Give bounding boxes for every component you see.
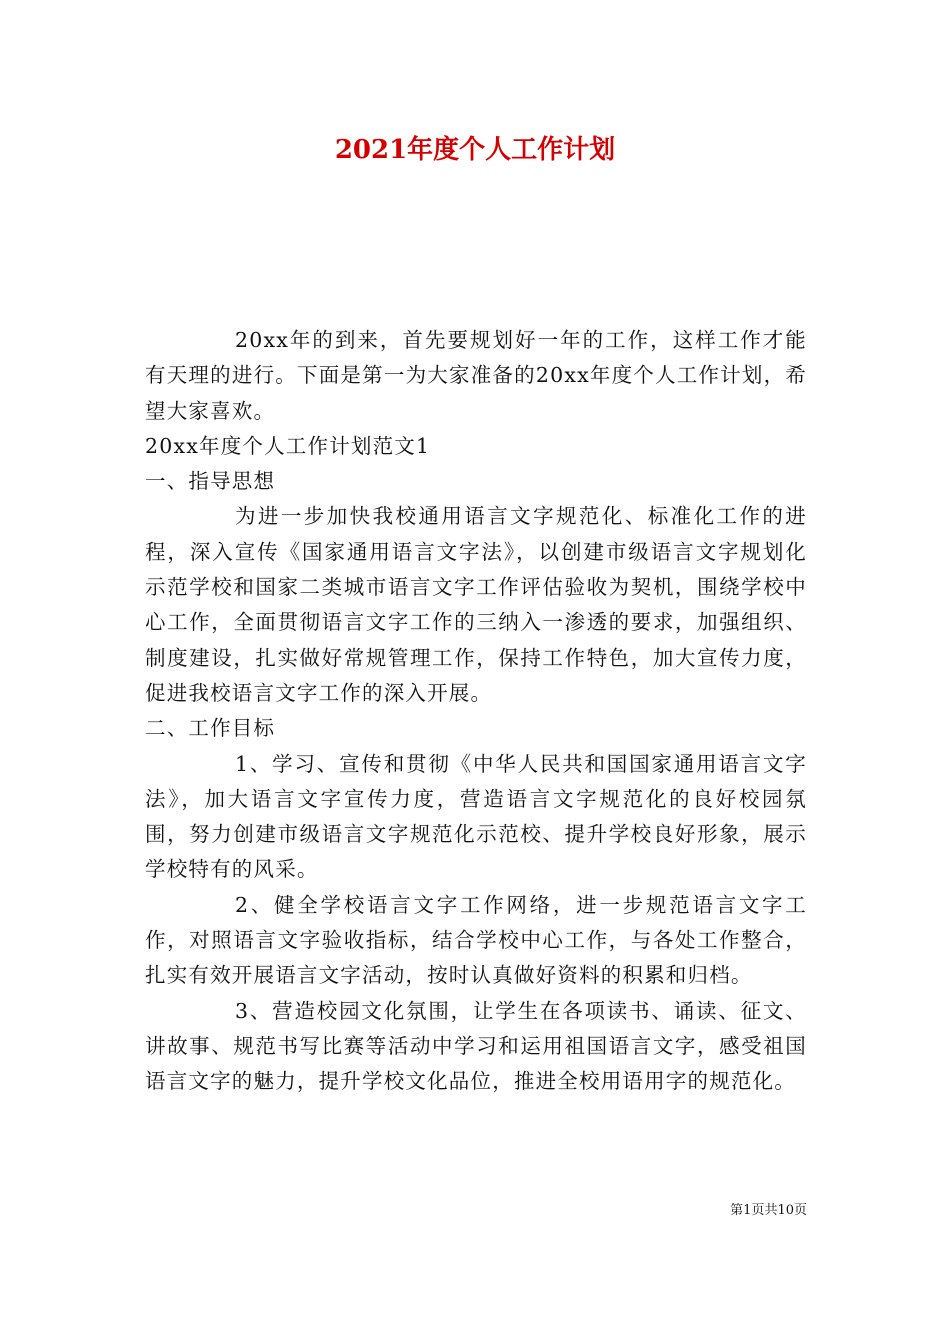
paragraph-intro: 20xx年的到来，首先要规划好一年的工作，这样工作才能有天理的进行。下面是第一为大家准备的20xx年度个人工作计划，希望大家喜欢。 <box>145 328 807 423</box>
paragraph-guiding-thought: 为进一步加快我校通用语言文字规范化、标准化工作的进程，深入宣传《国家通用语言文字法》，以创建市级语言文字规划化示范学校和国家二类城市语言文字工作评估验收为契机，围绕学校中心工作，全面贯彻语言文字工作的三纳入一渗透的要求，加强组织、制度建设，扎实做好常规管理工作，保持工作特色，加大宣传力度，促进我校语言文字工作的深入开展。 <box>145 504 807 705</box>
page-number-footer: 第1页共10页 <box>730 1203 807 1218</box>
paragraph-goal-2: 2、健全学校语言文字工作网络，进一步规范语言文字工作，对照语言文字验收指标，结合学校中心工作，与各处工作整合，扎实有效开展语言文字活动，按时认真做好资料的积累和归档。 <box>145 892 807 988</box>
paragraph-goal-3: 3、营造校园文化氛围，让学生在各项读书、诵读、征文、讲故事、规范书写比赛等活动中学习和运用祖国语言文字，感受祖国语言文字的魅力，提升学校文化品位，推进全校用语用字的规范化。 <box>145 998 807 1094</box>
document-body <box>145 323 807 1100</box>
paragraph-goal-1: 1、学习、宣传和贯彻《中华人民共和国国家通用语言文字法》，加大语言文字宣传力度，营造语言文字规范化的良好校园氛围，努力创建市级语言文字规范化示范校、提升学校良好形象，展示学校特有的风采。 <box>145 751 807 882</box>
heading-guiding-thought: 一、指导思想 <box>145 469 276 494</box>
heading-sample-title: 20xx年度个人工作计划范文1 <box>145 433 431 458</box>
document-title-text: 2021年度个人工作计划 <box>334 135 616 165</box>
heading-work-goals: 二、工作目标 <box>145 716 276 741</box>
document-title <box>0 132 950 168</box>
